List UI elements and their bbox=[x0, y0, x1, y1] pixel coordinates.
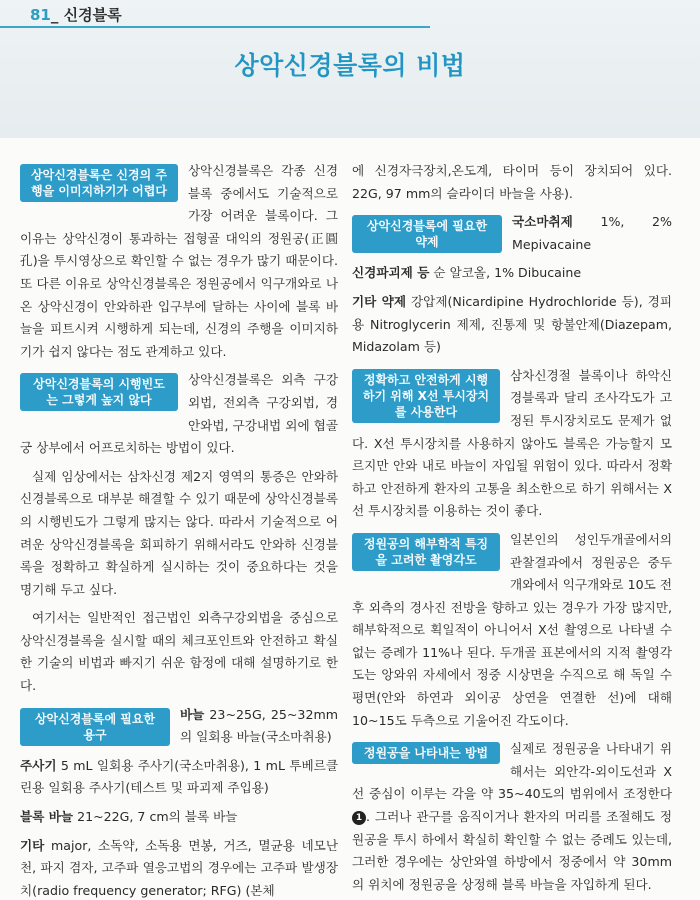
left-paragraph-4: 여기서는 일반적인 접근법인 외측구강외법을 중심으로 상악신경블록을 실시할 때의 체크포인트와 안전하고 확실한 기술의 비법과 빠지기 쉬운 함정에 대해 설명하기로 한다. bbox=[20, 610, 338, 694]
drug-other-label: 기타 약제 bbox=[352, 293, 407, 309]
right-paragraph-4b: . 그러나 관구를 움직이거나 환자의 머리를 조절해도 정원공을 투시 하에서 확실히 확인할 수 없는 증례도 있는데, 그러한 경우에는 상안와열 하방에서 정중에서 약 30mm의 위치에 정원공을 상정해 블록 바늘을 자입하게 된다. bbox=[352, 809, 672, 892]
heading-tag-7: 정원공을 나타내는 방법 bbox=[352, 742, 500, 764]
syringe-label: 주사기 bbox=[20, 757, 57, 773]
heading-tag-1: 상악신경블록은 신경의 주행을 이미지하기가 어렵다 bbox=[20, 164, 178, 202]
neurolytic-text: 순 알코올, 1% Dibucaine bbox=[433, 265, 582, 281]
anesthetic-text: 1%, 2% Mepivacaine bbox=[512, 214, 672, 252]
title-wrap bbox=[0, 40, 700, 100]
section-name: 신경블록 bbox=[63, 6, 122, 24]
needle-text: 23~25G, 25~32mm의 일회용 바늘(국소마취용) bbox=[180, 706, 338, 745]
left-column bbox=[20, 160, 338, 900]
other-label: 기타 bbox=[20, 837, 45, 853]
right-paragraph-4a: 실제로 정원공을 나타내기 위해서는 외안각-외이도선과 X선 중심이 이루는 각을 약 35~40도의 범위에서 조정한다 bbox=[352, 741, 672, 802]
anesthetic-label: 국소마취제 bbox=[512, 214, 573, 230]
right-paragraph-2: 삼차신경절 블록이나 하악신경블록과 달리 조사각도가 고정된 투시장치로도 문제가 없다. X선 투시장치를 사용하지 않아도 블록은 가능할지 모르지만 안와 내로 바늘이 자입될 위험이 있다. 따라서 정확하고 안전하게 환자의 고통을 최소한으로 하기 위해서는 X선 투시장치를 이용하는 것이 좋다. bbox=[352, 367, 672, 519]
other-item bbox=[20, 835, 338, 900]
right-paragraph-3: 일본인의 성인두개골에서의 관찰결과에서 정원공은 중두개와에서 익구개와로 10도 전후 외측의 경사진 전방을 향하고 있는 경우가 가장 많지만, 해부학적으로 획일적이 아니어서 X선 촬영으로 나타낼 수 없는 증례가 11%나 된다. 두개골 표본에서의 지적 촬영각도는 앙와위 자세에서 정중 시상면을 수직으로 해 독일 수평면(안와 하연과 외이공 상연을 연결한 선)에 대해 10~15도 두측으로 기울어진 각도이다. bbox=[352, 531, 672, 728]
block-needle-item bbox=[20, 806, 338, 829]
drug-other-item bbox=[352, 291, 672, 359]
neurolytic-label: 신경파괴제 등 bbox=[352, 265, 430, 281]
needle-label: 바늘 bbox=[180, 706, 205, 722]
syringe-item bbox=[20, 755, 338, 800]
right-paragraph-1: 에 신경자극장치,온도계, 타이머 등이 장치되어 있다. 22G, 97 mm의 슬라이더 바늘을 사용). bbox=[352, 163, 672, 201]
left-paragraph-3: 실제 임상에서는 삼차신경 제2지 영역의 통증은 안와하 신경블록으로 대부분 해결할 수 있기 때문에 상악신경블록의 시행빈도가 그렇게 많지는 않다. 따라서 기술적으로 어려운 상악신경블록을 회피하기 위해서라도 안와하 신경블록을 정확하고 확실하게 실시하는 것이 중요하다는 것을 명기해 두고 싶다. bbox=[20, 468, 338, 597]
heading-tag-3: 상악신경블록에 필요한 용구 bbox=[20, 708, 170, 746]
heading-tag-6: 정원공의 해부학적 특징을 고려한 촬영각도 bbox=[352, 533, 500, 571]
right-column bbox=[352, 160, 672, 900]
left-paragraph-2: 상악신경블록은 외측 구강외법, 전외측 구강외법, 경안와법, 구강내법 외에 협골궁 상부에서 어프로치하는 방법이 있다. bbox=[20, 372, 338, 456]
heading-tag-5: 정확하고 안전하게 시행하기 위해 X선 투시장치를 사용한다 bbox=[352, 369, 500, 423]
page-title: 상악신경블록의 비법 bbox=[234, 51, 466, 80]
header-rule bbox=[0, 26, 430, 28]
heading-tag-2: 상악신경블록의 시행빈도는 그렇게 높지 않다 bbox=[20, 373, 178, 411]
page-number: 81 bbox=[30, 6, 51, 24]
running-head bbox=[30, 4, 122, 25]
drug-other-text: 강압제(Nicardipine Hydrochloride 등), 경피용 Nitroglycerin 제제, 진통제 및 항불안제(Diazepam, Midazolam 등) bbox=[352, 293, 672, 355]
heading-tag-4: 상악신경블록에 필요한 약제 bbox=[352, 215, 502, 253]
other-text: major, 소독약, 소독용 면봉, 거즈, 멸균용 네모난 천, 파지 겸자, 고주파 열응고법의 경우에는 고주파 발생장치(radio frequency generator; RFG) (본체 bbox=[20, 837, 338, 898]
page-number-sep: _ bbox=[50, 6, 64, 24]
block-needle-text: 21~22G, 7 cm의 블록 바늘 bbox=[77, 809, 238, 825]
syringe-text: 5 mL 일회용 주사기(국소마취용), 1 mL 투베르클린용 일회용 주사기(테스트 및 파괴제 주입용) bbox=[20, 757, 338, 796]
neurolytic-item bbox=[352, 262, 672, 285]
figure-ref-badge: 1 bbox=[352, 811, 366, 825]
block-needle-label: 블록 바늘 bbox=[20, 809, 74, 825]
left-paragraph-1: 상악신경블록은 각종 신경블록 중에서도 기술적으로 가장 어려운 블록이다. 그 이유는 상악신경이 통과하는 접형골 대익의 정원공(正圓孔)을 투시영상으로 확인할 수 없는 경우가 많기 때문이다. 또 다른 이유로 상악신경블록은 정원공에서 익구개와로 나온 상악신경이 안와하관 입구부에 달하는 사이에 블록 바늘을 피트시켜 시행하게 되는데, 신경의 주행을 이미지하기가 쉽지 않다는 점도 관계하고 있다. bbox=[20, 163, 338, 359]
